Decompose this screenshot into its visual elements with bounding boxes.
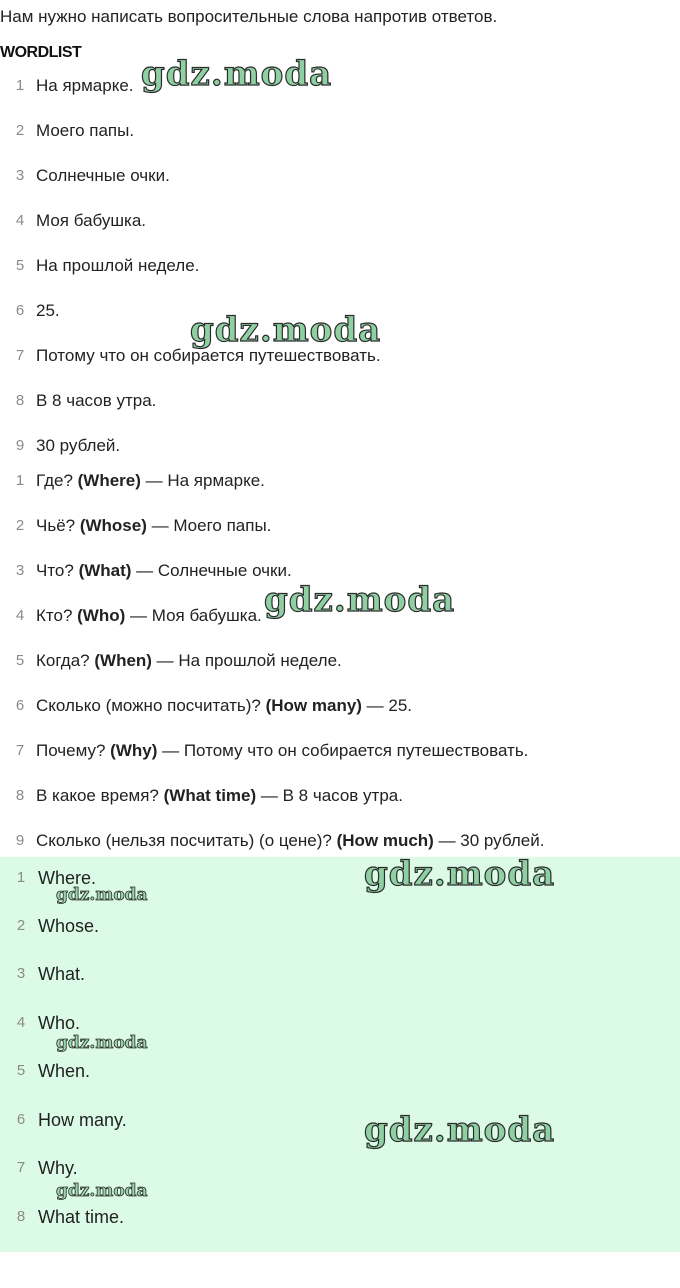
item-number: 2	[15, 122, 25, 139]
question-word: Чьё?	[36, 516, 80, 535]
item-number: 6	[15, 302, 25, 319]
english-word: (What time)	[163, 786, 257, 805]
item-number: 7	[15, 742, 25, 759]
watermark-logo-small: gdz.moda	[56, 885, 148, 905]
answer-text: — 30 рублей.	[433, 831, 545, 850]
answer-text: What.	[38, 964, 86, 984]
item-number: 9	[15, 832, 25, 849]
question-word: Что?	[36, 561, 79, 580]
item-number: 3	[16, 965, 26, 982]
item-number: 1	[16, 869, 26, 886]
item-text	[36, 829, 544, 853]
answer-text: — 25.	[361, 696, 413, 715]
answer-text: Who.	[38, 1013, 81, 1033]
item-text: Солнечные очки.	[36, 166, 170, 185]
answer-text: What time.	[38, 1207, 125, 1227]
english-word: (What)	[78, 561, 132, 580]
item-text: Моего папы.	[36, 121, 135, 140]
answer-text: — Солнечные очки.	[131, 561, 292, 580]
item-number: 8	[15, 392, 25, 409]
answer-text: How many.	[38, 1110, 127, 1130]
english-word: (Whose)	[79, 516, 147, 535]
item-text: 30 рублей.	[36, 436, 121, 455]
answer-text: Why.	[38, 1158, 78, 1178]
item-text	[36, 604, 262, 628]
item-text: На ярмарке.	[36, 76, 134, 95]
item-number: 5	[16, 1062, 26, 1079]
answer-text: — На прошлой неделе.	[151, 651, 342, 670]
item-number: 4	[15, 212, 25, 229]
intro-text: Нам нужно написать вопросительные слова напротив ответов.	[0, 7, 498, 26]
question-word: Кто?	[36, 606, 78, 625]
item-text	[36, 649, 342, 673]
item-number: 4	[16, 1014, 26, 1031]
answer-text: Where.	[38, 868, 97, 888]
item-text: Потому что он собирается путешествовать.	[36, 346, 381, 365]
answer-text: — Потому что он собирается путешествовать.	[157, 741, 529, 760]
answer-text: — В 8 часов утра.	[256, 786, 403, 805]
item-number: 3	[15, 562, 25, 579]
item-number: 2	[16, 917, 26, 934]
item-number: 5	[15, 257, 25, 274]
english-word: (How much)	[336, 831, 434, 850]
item-number: 8	[15, 787, 25, 804]
item-number: 5	[15, 652, 25, 669]
answer-text: When.	[38, 1061, 91, 1081]
item-number: 2	[15, 517, 25, 534]
item-text: В 8 часов утра.	[36, 391, 157, 410]
item-text	[36, 694, 412, 718]
english-word: (Where)	[77, 471, 141, 490]
item-number: 7	[16, 1159, 26, 1176]
answer-text: — Моя бабушка.	[125, 606, 262, 625]
question-word: Где?	[36, 471, 78, 490]
answer-text: — На ярмарке.	[140, 471, 265, 490]
item-number: 6	[16, 1111, 26, 1128]
question-word: В какое время?	[36, 786, 164, 805]
english-word: (Why)	[110, 741, 158, 760]
item-text	[36, 559, 292, 583]
item-number: 8	[16, 1208, 26, 1225]
item-number: 1	[15, 77, 25, 94]
item-number: 3	[15, 167, 25, 184]
watermark-logo: gdz.moda	[141, 54, 333, 94]
question-word: Почему?	[36, 741, 111, 760]
question-word: Сколько (нельзя посчитать) (о цене)?	[36, 831, 337, 850]
english-word: (How many)	[265, 696, 362, 715]
item-text	[36, 514, 271, 538]
watermark-logo: gdz.moda	[264, 580, 456, 620]
question-word: Когда?	[36, 651, 95, 670]
watermark-logo-small: gdz.moda	[56, 1033, 148, 1053]
answer-text: — Моего папы.	[146, 516, 272, 535]
watermark-logo: gdz.moda	[364, 854, 556, 894]
item-number: 7	[15, 347, 25, 364]
item-text: Моя бабушка.	[36, 211, 147, 230]
item-text: 25.	[36, 301, 60, 320]
watermark-logo: gdz.moda	[190, 310, 382, 350]
watermark-logo: gdz.moda	[364, 1110, 556, 1150]
item-text	[36, 784, 403, 808]
item-text	[36, 469, 265, 493]
answer-text: Whose.	[38, 916, 100, 936]
item-number: 9	[15, 437, 25, 454]
question-word: Сколько (можно посчитать)?	[36, 696, 266, 715]
item-number: 6	[15, 697, 25, 714]
item-number: 1	[15, 472, 25, 489]
english-word: (Who)	[77, 606, 126, 625]
item-number: 4	[15, 607, 25, 624]
watermark-logo-small: gdz.moda	[56, 1181, 148, 1201]
item-text	[36, 739, 528, 763]
english-word: (When)	[94, 651, 152, 670]
item-text: На прошлой неделе.	[36, 256, 200, 275]
wordlist-heading: WORDLIST	[0, 44, 82, 61]
